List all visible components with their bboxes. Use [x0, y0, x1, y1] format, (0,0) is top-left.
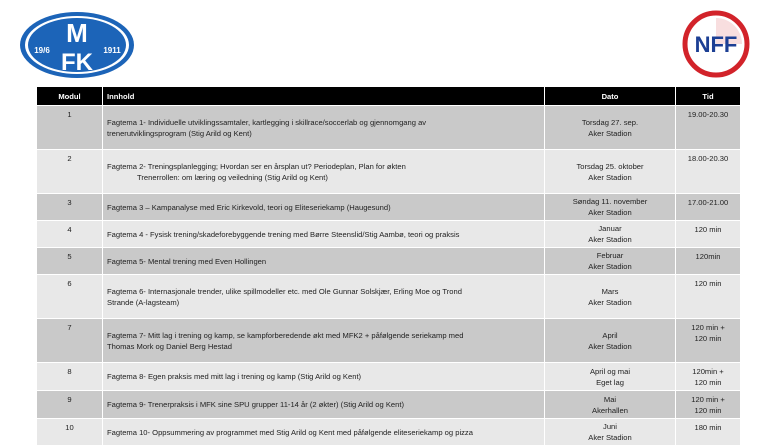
cell-dato-line: Februar	[596, 251, 624, 260]
cell-modul: 1	[37, 106, 103, 150]
program-table-wrapper	[36, 86, 740, 446]
cell-modul: 7	[37, 319, 103, 363]
table-row	[37, 391, 741, 419]
cell-innhold-line: Trenerrollen: om læring og veiledning (Stig Arild og Kent)	[137, 172, 328, 182]
cell-dato-line: Torsdag 25. oktober	[576, 161, 644, 171]
cell-tid-line: 120 min	[694, 225, 722, 234]
cell-dato	[545, 106, 676, 150]
cell-dato-line: Søndag 11. november	[572, 197, 648, 206]
program-table	[36, 86, 741, 446]
logo-year-left: 19/6	[34, 46, 50, 55]
cell-tid-line: 120 min +	[691, 323, 725, 332]
cell-innhold-line: Fagtema 5- Mental trening med Even Hollingen	[107, 256, 267, 266]
header-innhold: Innhold	[103, 87, 545, 106]
cell-dato-line: Aker Stadion	[588, 208, 632, 217]
cell-innhold-line: Fagtema 4 - Fysisk trening/skadeforebyggende trening med Børre Steenslid/Stig Aambø, teori og praksis	[107, 229, 460, 239]
cell-dato-line: Mai	[603, 394, 617, 404]
cell-dato	[545, 275, 676, 319]
cell-tid-line: 120 min	[694, 378, 722, 387]
cell-tid	[676, 319, 741, 363]
cell-tid-line: 19.00-20.30	[687, 110, 729, 119]
logo-fk-text: FK	[61, 49, 93, 76]
cell-innhold-line: trenerutviklingsprogram (Stig Arild og Kent)	[107, 128, 252, 138]
cell-dato-line: Aker Stadion	[588, 235, 632, 244]
cell-dato-line: Aker Stadion	[588, 262, 632, 271]
molde-fk-logo	[18, 10, 136, 80]
cell-dato	[545, 150, 676, 194]
table-header-row	[37, 87, 741, 106]
table-row	[37, 248, 741, 275]
table-row	[37, 319, 741, 363]
table-row	[37, 106, 741, 150]
cell-innhold	[103, 419, 545, 446]
cell-dato-line: Aker Stadion	[588, 341, 632, 351]
cell-tid-line: 120 min	[694, 334, 722, 343]
header-tid: Tid	[676, 87, 741, 106]
cell-modul: 4	[37, 221, 103, 248]
cell-innhold	[103, 275, 545, 319]
cell-innhold-line: Fagtema 6- Internasjonale trender, ulike spillmodeller etc. med Ole Gunnar Solskjær, Erling Moe og Trond	[107, 286, 462, 296]
cell-dato-line: Juni	[603, 422, 617, 431]
cell-modul: 5	[37, 248, 103, 275]
table-row	[37, 150, 741, 194]
cell-modul: 6	[37, 275, 103, 319]
header-modul: Modul	[37, 87, 103, 106]
cell-dato-line: Aker Stadion	[588, 172, 632, 182]
nff-logo-text: NFF	[694, 32, 738, 57]
cell-tid	[676, 419, 741, 446]
cell-dato-line: April og mai	[589, 366, 631, 376]
cell-innhold	[103, 106, 545, 150]
cell-tid	[676, 194, 741, 221]
table-row	[37, 194, 741, 221]
table-row	[37, 221, 741, 248]
cell-dato	[545, 363, 676, 391]
cell-tid-line: 120 min +	[691, 395, 725, 404]
cell-innhold-line: Fagtema 3 – Kampanalyse med Eric Kirkevold, teori og Eliteseriekamp (Haugesund)	[107, 202, 391, 212]
cell-tid-line: 17.00-21.00	[687, 198, 729, 207]
cell-tid-line: 180 min	[694, 423, 722, 432]
cell-dato	[545, 419, 676, 446]
cell-tid-line: 120 min	[694, 406, 722, 415]
cell-dato-line: Januar	[598, 224, 622, 233]
cell-innhold	[103, 248, 545, 275]
cell-dato-line: Eget lag	[596, 377, 624, 387]
cell-tid	[676, 106, 741, 150]
cell-innhold	[103, 363, 545, 391]
cell-innhold-line: Fagtema 8- Egen praksis med mitt lag i trening og kamp (Stig Arild og Kent)	[107, 372, 362, 381]
cell-dato-line: Mars	[601, 286, 619, 296]
cell-dato	[545, 194, 676, 221]
cell-dato-line: Aker Stadion	[588, 433, 632, 442]
cell-tid	[676, 363, 741, 391]
cell-tid-line: 18.00-20.30	[687, 154, 729, 163]
cell-innhold-line: Fagtema 9- Trenerpraksis i MFK sine SPU grupper 11-14 år (2 økter) (Stig Arild og Kent)	[107, 400, 404, 409]
cell-innhold	[103, 150, 545, 194]
cell-tid-line: 120min +	[692, 367, 724, 376]
cell-tid-line: 120min	[695, 252, 721, 261]
cell-tid	[676, 150, 741, 194]
cell-dato-line: April	[602, 330, 618, 340]
cell-innhold	[103, 194, 545, 221]
cell-dato	[545, 221, 676, 248]
cell-innhold	[103, 221, 545, 248]
cell-dato-line: Aker Stadion	[588, 297, 632, 307]
table-body	[37, 106, 741, 446]
cell-dato	[545, 319, 676, 363]
nff-logo	[682, 10, 750, 78]
cell-modul: 10	[37, 419, 103, 446]
table-row	[37, 419, 741, 446]
cell-innhold-line: Thomas Mork og Daniel Berg Hestad	[107, 341, 232, 351]
header-dato: Dato	[545, 87, 676, 106]
cell-dato-line: Aker Stadion	[588, 128, 632, 138]
cell-innhold	[103, 391, 545, 419]
cell-innhold-line: Fagtema 7- Mitt lag i trening og kamp, se kampforberedende økt med MFK2 + påfølgende seriekamp med	[107, 330, 464, 340]
cell-innhold-line: Strande (A-lagsteam)	[107, 297, 180, 307]
cell-modul: 2	[37, 150, 103, 194]
cell-modul: 9	[37, 391, 103, 419]
cell-dato-line: Akerhallen	[592, 405, 628, 415]
cell-modul: 8	[37, 363, 103, 391]
cell-tid	[676, 391, 741, 419]
cell-modul: 3	[37, 194, 103, 221]
logo-year-right: 1911	[103, 46, 121, 55]
logo-m-text: M	[66, 18, 88, 48]
table-row	[37, 275, 741, 319]
cell-dato	[545, 391, 676, 419]
cell-innhold-line: Fagtema 2- Treningsplanlegging; Hvordan ser en årsplan ut? Periodeplan, Plan for økten	[107, 161, 406, 171]
cell-tid	[676, 221, 741, 248]
cell-dato	[545, 248, 676, 275]
table-row	[37, 363, 741, 391]
cell-dato-line: Torsdag 27. sep.	[581, 117, 639, 127]
cell-tid-line: 120 min	[694, 279, 722, 288]
cell-innhold	[103, 319, 545, 363]
cell-tid	[676, 275, 741, 319]
cell-tid	[676, 248, 741, 275]
cell-innhold-line: Fagtema 10- Oppsummering av programmet med Stig Arild og Kent med påfølgende eliteseriekamp og pizza	[107, 427, 473, 437]
cell-innhold-line: Fagtema 1- Individuelle utviklingssamtaler, kartlegging i skillrace/soccerlab og gjennomgang av	[107, 117, 427, 127]
